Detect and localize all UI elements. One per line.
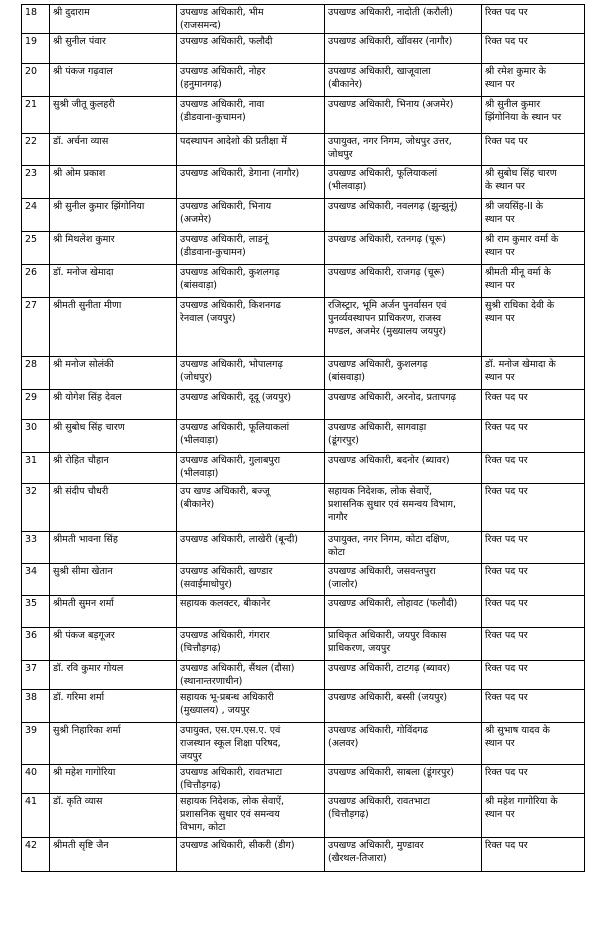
table-row — [22, 628, 585, 661]
remark-cell: श्री महेश गागोरिया के स्थान पर — [482, 794, 585, 838]
new-post-cell: उपखण्ड अधिकारी, टाटगढ़ (ब्यावर) — [325, 661, 482, 690]
serial-cell: 40 — [22, 765, 50, 794]
current-post-cell: उपखण्ड अधिकारी, लाखेरी (बून्दी) — [177, 532, 325, 564]
remark-cell: श्री सुनील कुमार झिंगोनिया के स्थान पर — [482, 97, 585, 134]
current-post-cell: उपखण्ड अधिकारी, नावा (डीडवाना-कुचामन) — [177, 97, 325, 134]
new-post-cell: उपखण्ड अधिकारी, बस्सी (जयपुर) — [325, 690, 482, 723]
remark-cell: श्री सुभाष यादव के स्थान पर — [482, 723, 585, 765]
table-row — [22, 794, 585, 838]
remark-cell: श्री सुबोध सिंह चारण के स्थान पर — [482, 166, 585, 199]
current-post-cell: उपखण्ड अधिकारी, दूदू (जयपुर) — [177, 390, 325, 420]
name-cell: डॉ. मनोज खेमादा — [50, 265, 177, 298]
remark-cell: रिक्त पद पर — [482, 390, 585, 420]
serial-cell: 20 — [22, 64, 50, 97]
serial-cell: 34 — [22, 564, 50, 596]
name-cell: सुश्री जीतू कुलहरी — [50, 97, 177, 134]
name-cell: श्री महेश गागोरिया — [50, 765, 177, 794]
name-cell: श्री ओम प्रकाश — [50, 166, 177, 199]
table-row — [22, 564, 585, 596]
serial-cell: 35 — [22, 596, 50, 628]
current-post-cell: उपखण्ड अधिकारी, भिनाय (अजमेर) — [177, 199, 325, 232]
serial-cell: 26 — [22, 265, 50, 298]
serial-cell: 18 — [22, 5, 50, 34]
remark-cell: श्री जयसिंह-II के स्थान पर — [482, 199, 585, 232]
current-post-cell: उपखण्ड अधिकारी, गंगरार (चित्तौड़गढ़) — [177, 628, 325, 661]
table-row — [22, 232, 585, 265]
remark-cell: रिक्त पद पर — [482, 690, 585, 723]
table-row — [22, 97, 585, 134]
current-post-cell: उपखण्ड अधिकारी, सीकरी (डीग) — [177, 838, 325, 872]
serial-cell: 42 — [22, 838, 50, 872]
table-row — [22, 134, 585, 166]
current-post-cell: उप खण्ड अधिकारी, बज्जू (बीकानेर) — [177, 484, 325, 532]
serial-cell: 29 — [22, 390, 50, 420]
new-post-cell: उपखण्ड अधिकारी, बदनोर (ब्यावर) — [325, 453, 482, 484]
new-post-cell: उपखण्ड अधिकारी, खींवसर (नागौर) — [325, 34, 482, 64]
name-cell: डॉ. अर्चना व्यास — [50, 134, 177, 166]
current-post-cell: पदस्थापन आदेशो की प्रतीक्षा में — [177, 134, 325, 166]
name-cell: श्री सुनील पंवार — [50, 34, 177, 64]
new-post-cell: उपखण्ड अधिकारी, साबला (डूंगरपुर) — [325, 765, 482, 794]
new-post-cell: उपखण्ड अधिकारी, राजगढ़ (चूरू) — [325, 265, 482, 298]
table-row — [22, 661, 585, 690]
name-cell: श्रीमती सृष्टि जैन — [50, 838, 177, 872]
current-post-cell: उपखण्ड अधिकारी, डेगाना (नागौर) — [177, 166, 325, 199]
remark-cell: श्री रमेश कुमार के स्थान पर — [482, 64, 585, 97]
name-cell: श्री पंकज गढ़वाल — [50, 64, 177, 97]
name-cell: श्री दुदाराम — [50, 5, 177, 34]
new-post-cell: उपखण्ड अधिकारी, अरनोद, प्रतापगढ़ — [325, 390, 482, 420]
table-body — [22, 5, 585, 872]
remark-cell: रिक्त पद पर — [482, 34, 585, 64]
name-cell: श्री पंकज बड़गूजर — [50, 628, 177, 661]
new-post-cell: उपखण्ड अधिकारी, भिनाय (अजमेर) — [325, 97, 482, 134]
table-row — [22, 166, 585, 199]
serial-cell: 39 — [22, 723, 50, 765]
serial-cell: 30 — [22, 420, 50, 453]
serial-cell: 38 — [22, 690, 50, 723]
name-cell: सुश्री निहारिका शर्मा — [50, 723, 177, 765]
new-post-cell: उपखण्ड अधिकारी, रावतभाटा (चित्तौड़गढ़) — [325, 794, 482, 838]
remark-cell: रिक्त पद पर — [482, 564, 585, 596]
table-row — [22, 596, 585, 628]
current-post-cell: उपखण्ड अधिकारी, खण्डार (सवाईमाधोपुर) — [177, 564, 325, 596]
serial-cell: 22 — [22, 134, 50, 166]
new-post-cell: उपखण्ड अधिकारी, जसवन्तपुरा (जालोर) — [325, 564, 482, 596]
new-post-cell: उपखण्ड अधिकारी, गोविंदगढ (अलवर) — [325, 723, 482, 765]
table-row — [22, 34, 585, 64]
table-row — [22, 199, 585, 232]
name-cell: डॉ. कृति व्यास — [50, 794, 177, 838]
table-row — [22, 64, 585, 97]
transfer-table — [21, 4, 585, 872]
current-post-cell: उपखण्ड अधिकारी, भोपालगढ़ (जोधपुर) — [177, 357, 325, 390]
table-row — [22, 357, 585, 390]
serial-cell: 41 — [22, 794, 50, 838]
new-post-cell: उपखण्ड अधिकारी, सागवाड़ा (डूंगरपुर) — [325, 420, 482, 453]
remark-cell: रिक्त पद पर — [482, 5, 585, 34]
remark-cell: रिक्त पद पर — [482, 628, 585, 661]
serial-cell: 32 — [22, 484, 50, 532]
name-cell: श्रीमती सुमन शर्मा — [50, 596, 177, 628]
serial-cell: 21 — [22, 97, 50, 134]
serial-cell: 36 — [22, 628, 50, 661]
serial-cell: 19 — [22, 34, 50, 64]
new-post-cell: उपखण्ड अधिकारी, मुण्डावर (खैरथल-तिजारा) — [325, 838, 482, 872]
table-row — [22, 5, 585, 34]
table-row — [22, 298, 585, 357]
new-post-cell: उपखण्ड अधिकारी, खाजूवाला (बीकानेर) — [325, 64, 482, 97]
serial-cell: 33 — [22, 532, 50, 564]
new-post-cell: उपायुक्त, नगर निगम, जोधपुर उत्तर, जोधपुर — [325, 134, 482, 166]
name-cell: डॉ. रवि कुमार गोयल — [50, 661, 177, 690]
serial-cell: 23 — [22, 166, 50, 199]
new-post-cell: उपखण्ड अधिकारी, लोहावट (फलौदी) — [325, 596, 482, 628]
new-post-cell: सहायक निदेशक, लोक सेवाऐं, प्रशासनिक सुधार एवं समन्वय विभाग, नागौर — [325, 484, 482, 532]
name-cell: श्री संदीप चौधरी — [50, 484, 177, 532]
table-row — [22, 838, 585, 872]
new-post-cell: प्राधिकृत अधिकारी, जयपुर विकास प्राधिकरण, जयपुर — [325, 628, 482, 661]
table-row — [22, 390, 585, 420]
remark-cell: श्री राम कुमार वर्मा के स्थान पर — [482, 232, 585, 265]
new-post-cell: उपखण्ड अधिकारी, नादोती (करौली) — [325, 5, 482, 34]
current-post-cell: उपायुक्त, एस.एम.एस.ए. एवं राजस्थान स्कूल शिक्षा परिषद, जयपुर — [177, 723, 325, 765]
current-post-cell: सहायक निदेशक, लोक सेवाऐं, प्रशासनिक सुधार एवं समन्वय विभाग, कोटा — [177, 794, 325, 838]
name-cell: श्री रोहित चौहान — [50, 453, 177, 484]
remark-cell: रिक्त पद पर — [482, 453, 585, 484]
current-post-cell: उपखण्ड अधिकारी, किशनगढ रेनवाल (जयपुर) — [177, 298, 325, 357]
remark-cell: रिक्त पद पर — [482, 420, 585, 453]
current-post-cell: उपखण्ड अधिकारी, नोहर (हनुमानगढ़) — [177, 64, 325, 97]
table-row — [22, 765, 585, 794]
serial-cell: 31 — [22, 453, 50, 484]
name-cell: श्री मनोज सोलंकी — [50, 357, 177, 390]
name-cell: श्री सुनील कुमार झिंगोनिया — [50, 199, 177, 232]
remark-cell: रिक्त पद पर — [482, 838, 585, 872]
name-cell: श्री मिथलेश कुमार — [50, 232, 177, 265]
remark-cell: रिक्त पद पर — [482, 661, 585, 690]
table-row — [22, 265, 585, 298]
current-post-cell: उपखण्ड अधिकारी, फलौदी — [177, 34, 325, 64]
new-post-cell: उपायुक्त, नगर निगम, कोटा दक्षिण, कोटा — [325, 532, 482, 564]
current-post-cell: उपखण्ड अधिकारी, सैंथल (दौसा) (स्थानान्तरणाधीन) — [177, 661, 325, 690]
current-post-cell: उपखण्ड अधिकारी, रावतभाटा (चित्तौड़गढ़) — [177, 765, 325, 794]
serial-cell: 37 — [22, 661, 50, 690]
table-row — [22, 453, 585, 484]
current-post-cell: उपखण्ड अधिकारी, कुशलगढ़ (बांसवाड़ा) — [177, 265, 325, 298]
remark-cell: सुश्री राधिका देवी के स्थान पर — [482, 298, 585, 357]
serial-cell: 28 — [22, 357, 50, 390]
name-cell: सुश्री सीमा खेतान — [50, 564, 177, 596]
current-post-cell: उपखण्ड अधिकारी, भीम (राजसमन्द) — [177, 5, 325, 34]
name-cell: श्रीमती सुनीता मीणा — [50, 298, 177, 357]
remark-cell: रिक्त पद पर — [482, 532, 585, 564]
remark-cell: डॉ. मनोज खेमादा के स्थान पर — [482, 357, 585, 390]
current-post-cell: उपखण्ड अधिकारी, गुलाबपुरा (भीलवाड़ा) — [177, 453, 325, 484]
serial-cell: 24 — [22, 199, 50, 232]
name-cell: डॉ. गरिमा शर्मा — [50, 690, 177, 723]
table-row — [22, 723, 585, 765]
name-cell: श्री योगेश सिंह देवल — [50, 390, 177, 420]
table-row — [22, 532, 585, 564]
current-post-cell: सहायक कलक्टर, बीकानेर — [177, 596, 325, 628]
table-row — [22, 484, 585, 532]
remark-cell: रिक्त पद पर — [482, 596, 585, 628]
new-post-cell: उपखण्ड अधिकारी, रतनगढ़ (चूरू) — [325, 232, 482, 265]
name-cell: श्रीमती भावना सिंह — [50, 532, 177, 564]
remark-cell: रिक्त पद पर — [482, 484, 585, 532]
new-post-cell: रजिस्ट्रार, भूमि अर्जन पुनर्वासन एवं पुनर्व्यवस्थापन प्राधिकरण, राजस्व मण्डल, अजमेर (मुख्यालय जयपुर) — [325, 298, 482, 357]
table-row — [22, 690, 585, 723]
current-post-cell: उपखण्ड अधिकारी, फूलियाकलां (भीलवाड़ा) — [177, 420, 325, 453]
remark-cell: रिक्त पद पर — [482, 765, 585, 794]
serial-cell: 27 — [22, 298, 50, 357]
serial-cell: 25 — [22, 232, 50, 265]
remark-cell: श्रीमती मीनू वर्मा के स्थान पर — [482, 265, 585, 298]
name-cell: श्री सुबोध सिंह चारण — [50, 420, 177, 453]
current-post-cell: उपखण्ड अधिकारी, लाडनूं (डीडवाना-कुचामन) — [177, 232, 325, 265]
remark-cell: रिक्त पद पर — [482, 134, 585, 166]
current-post-cell: सहायक भू-प्रबन्ध अधिकारी (मुख्यालय) , जयपुर — [177, 690, 325, 723]
table-row — [22, 420, 585, 453]
new-post-cell: उपखण्ड अधिकारी, नवलगढ़ (झुन्झुनूं) — [325, 199, 482, 232]
new-post-cell: उपखण्ड अधिकारी, फूलियाकलां (भीलवाड़ा) — [325, 166, 482, 199]
new-post-cell: उपखण्ड अधिकारी, कुशलगढ़ (बांसवाड़ा) — [325, 357, 482, 390]
